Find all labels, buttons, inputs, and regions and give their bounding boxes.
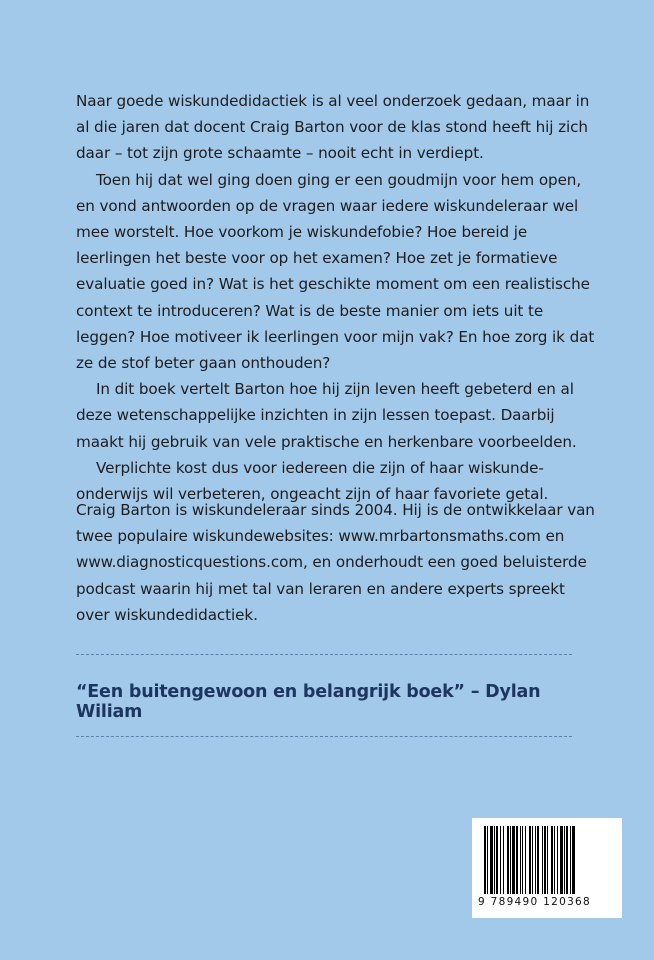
barcode-bar [490, 826, 493, 894]
blurb-paragraph: Verplichte kost dus voor iedereen die zijn of haar wiskunde-onderwijs wil verbeteren, ongeacht zijn of haar favoriete getal. [76, 458, 549, 504]
review-quote: “Een buitengewoon en belangrijk boek” – Dylan Wiliam [76, 682, 541, 722]
barcode-bar [554, 826, 555, 894]
barcode-bar [570, 826, 571, 894]
barcode-bar [507, 826, 509, 894]
barcode-bar [551, 826, 553, 894]
barcode-bar [547, 826, 548, 894]
barcode-bar [484, 826, 486, 894]
isbn-number: 9 789490 120368 [478, 896, 592, 908]
barcode-bar [520, 826, 521, 894]
blurb-paragraph: Naar goede wiskundedidactiek is al veel onderzoek gedaan, maar in al die jaren dat docent Craig Barton voor de klas stond heeft hij zich daar – tot zijn grote schaamte – nooit echt in verdiept. [76, 92, 590, 163]
barcode [472, 818, 622, 918]
barcode-bar [566, 826, 568, 894]
barcode-bar [496, 826, 498, 894]
dashed-divider-top [76, 654, 572, 655]
dashed-divider-bottom [76, 736, 572, 737]
author-bio [76, 497, 596, 628]
barcode-bar [494, 826, 495, 894]
barcode-bar [557, 826, 558, 894]
blurb-paragraph: In dit boek vertelt Barton hoe hij zijn leven heeft gebeterd en al deze wetenschappelijke inzichten in zijn lessen toepast. Daarbij maakt hij gebruik van vele praktische en herkenbare voorbeelden. [76, 380, 577, 451]
barcode-bar [532, 826, 533, 894]
barcode-bar [516, 826, 518, 894]
blurb-paragraph: Toen hij dat wel ging doen ging er een goudmijn voor hem open, en vond antwoorden op de vragen waar iedere wiskundeleraar wel mee worstelt. Hoe voorkom je wiskundefobie? Hoe bereid je leerlingen het beste voor op het examen? Hoe zet je formatieve evaluatie goed in? Wat is het geschikte moment om een realistische context te introduceren? Wat is de beste manier om iets uit te leggen? Hoe motiveer ik leerlingen voor mijn vak? En hoe zorg ik dat ze de stof beter gaan onthouden? [76, 170, 595, 373]
barcode-bar [510, 826, 511, 894]
barcode-bar [529, 826, 531, 894]
barcode-bars [482, 826, 612, 896]
barcode-bar [537, 826, 539, 894]
barcode-bar [544, 826, 546, 894]
barcode-bar [564, 826, 565, 894]
barcode-bar [542, 826, 543, 894]
barcode-bar [487, 826, 488, 894]
barcode-bar [503, 826, 504, 894]
barcode-bar [560, 826, 563, 894]
barcode-bar [535, 826, 536, 894]
barcode-bar [522, 826, 523, 894]
back-cover-blurb [76, 88, 596, 507]
barcode-bar [500, 826, 501, 894]
barcode-bar [525, 826, 526, 894]
author-bio-text: Craig Barton is wiskundeleraar sinds 2004. Hij is de ontwikkelaar van twee populaire wiskundewebsites: www.mrbartonsmaths.com en www.diagnosticquestions.com, en onderhoudt een goed beluisterde podcast waarin hij met tal van leraren en andere experts spreekt over wiskundedidactiek. [76, 501, 595, 624]
barcode-bar [512, 826, 515, 894]
barcode-bar [572, 826, 575, 894]
